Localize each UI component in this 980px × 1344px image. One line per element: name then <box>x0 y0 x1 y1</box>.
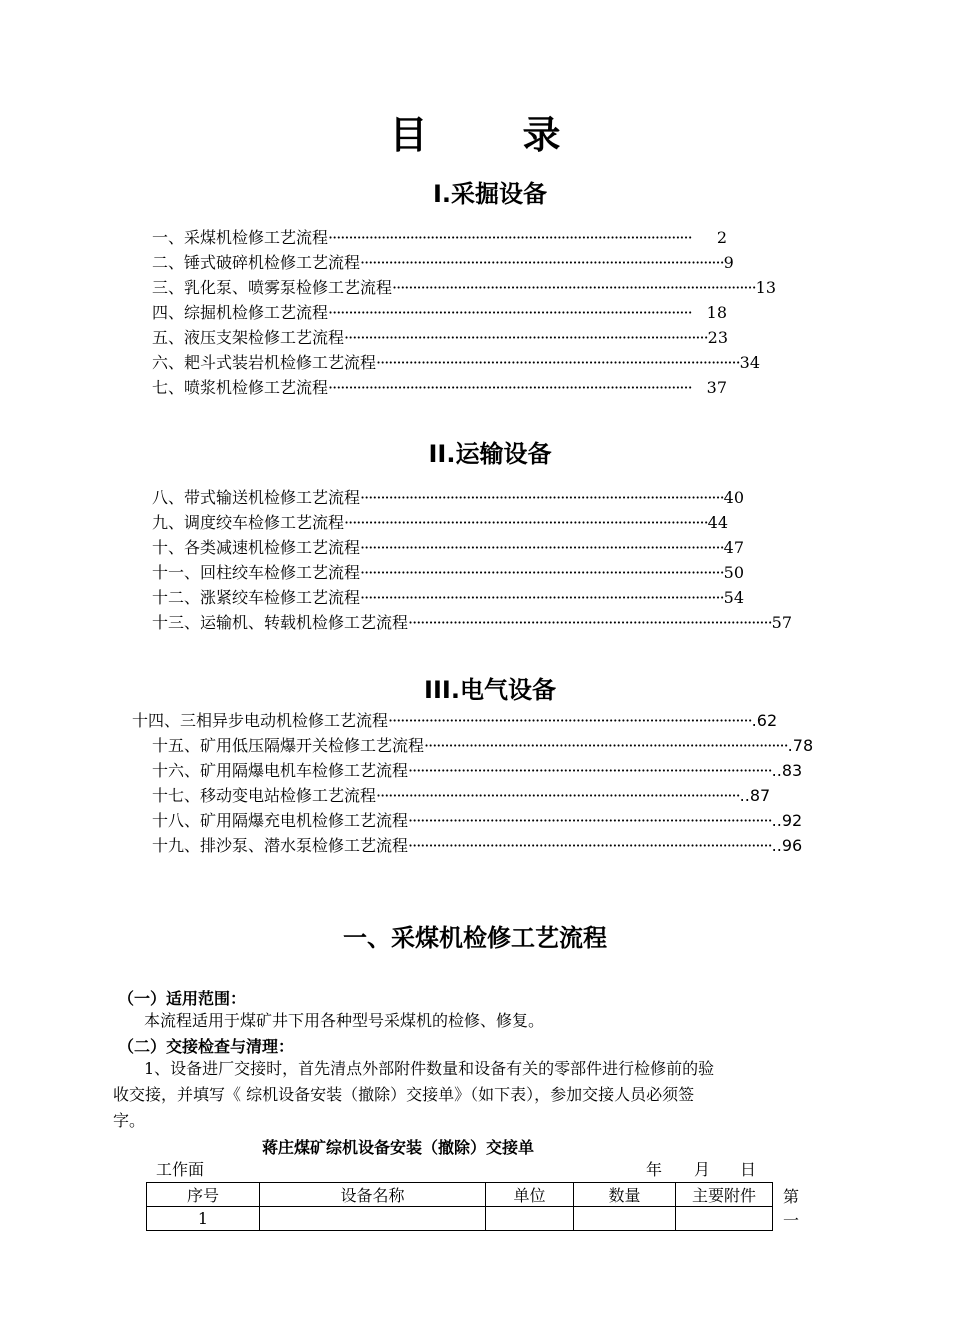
toc-entry[interactable]: 六、耙斗式装岩机检修工艺流程 ························································································· 34 <box>152 353 761 372</box>
subsection-heading-scope: （一）适用范围： <box>118 989 247 1008</box>
form-title: 蒋庄煤矿综机设备安装（撤除）交接单 <box>262 1138 535 1157</box>
table-cell[interactable] <box>486 1207 574 1231</box>
column-header: 主要附件 <box>676 1183 773 1207</box>
subsection-heading-handover: （二）交接检查与清理： <box>118 1037 295 1056</box>
toc-entry[interactable]: 九、调度绞车检修工艺流程 ························································································· 44 <box>152 513 729 532</box>
toc-entry[interactable]: 十六、矿用隔爆电机车检修工艺流程 ························································································· ..83 <box>152 761 803 780</box>
table-row <box>147 1207 773 1231</box>
toc-entry[interactable]: 十五、矿用低压隔爆开关检修工艺流程 ························································································· .78 <box>152 736 814 755</box>
date-month-label: 月 <box>694 1160 711 1179</box>
date-year-label: 年 <box>646 1160 663 1179</box>
table-cell[interactable] <box>574 1207 676 1231</box>
paragraph-scope: 本流程适用于煤矿井下用各种型号采煤机的检修、修复。 <box>144 1011 545 1030</box>
column-header: 数量 <box>574 1183 676 1207</box>
paragraph-handover-line-3: 字。 <box>113 1111 146 1130</box>
date-day-label: 日 <box>740 1160 757 1179</box>
toc-entry[interactable]: 四、综掘机检修工艺流程 ························································································· 18 <box>152 303 727 322</box>
toc-entry[interactable]: 十八、矿用隔爆充电机检修工艺流程 ························································································· ..92 <box>152 811 803 830</box>
section-heading-2: II.运输设备 <box>428 440 552 468</box>
toc-list-3 <box>132 708 814 858</box>
toc-entry[interactable]: 十四、三相异步电动机检修工艺流程 ························································································· .62 <box>132 711 778 730</box>
toc-entry[interactable]: 十二、涨紧绞车检修工艺流程 ························································································· 54 <box>152 588 745 607</box>
toc-entry[interactable]: 一、采煤机检修工艺流程 ························································································· 2 <box>152 228 727 247</box>
workface-label: 工作面 <box>156 1160 205 1179</box>
toc-title-char-2: 录 <box>522 113 561 157</box>
toc-title-char-1: 目 <box>389 113 428 157</box>
table-cell[interactable] <box>676 1207 773 1231</box>
toc-list-2 <box>152 485 793 635</box>
paragraph-handover-line-1: 1、设备进厂交接时，首先清点外部附件数量和设备有关的零部件进行检修前的验 <box>144 1059 715 1078</box>
toc-entry[interactable]: 十七、移动变电站检修工艺流程 ························································································· ..87 <box>152 786 771 805</box>
column-header: 设备名称 <box>260 1183 486 1207</box>
paragraph-handover-line-2: 收交接，并填写《 综机设备安装（撤除）交接单》（如下表），参加交接人员必须签 <box>113 1085 695 1104</box>
handover-table <box>146 1182 773 1231</box>
toc-entry[interactable]: 十一、回柱绞车检修工艺流程 ························································································· 50 <box>152 563 745 582</box>
toc-entry[interactable]: 十、各类减速机检修工艺流程 ························································································· 47 <box>152 538 745 557</box>
table-header-row <box>147 1183 773 1207</box>
toc-list-1 <box>152 225 777 400</box>
section-heading-3: III.电气设备 <box>424 676 556 704</box>
side-column-text-1: 第 <box>783 1187 800 1206</box>
toc-entry[interactable]: 十三、运输机、转载机检修工艺流程 ························································································· 57 <box>152 613 793 632</box>
toc-entry[interactable]: 八、带式输送机检修工艺流程 ························································································· 40 <box>152 488 745 507</box>
table-cell[interactable] <box>260 1207 486 1231</box>
chapter-title: 一、采煤机检修工艺流程 <box>343 924 607 952</box>
toc-entry[interactable]: 二、锤式破碎机检修工艺流程 ························································································· 9 <box>152 253 734 272</box>
side-column-text-2: 一 <box>783 1211 800 1230</box>
toc-entry[interactable]: 十九、排沙泵、潜水泵检修工艺流程 ························································································· ..96 <box>152 836 803 855</box>
toc-entry[interactable]: 七、喷浆机检修工艺流程 ························································································· 37 <box>152 378 727 397</box>
section-heading-1: I.采掘设备 <box>432 180 548 208</box>
toc-entry[interactable]: 五、液压支架检修工艺流程 ························································································· 23 <box>152 328 729 347</box>
table-cell[interactable]: 1 <box>147 1207 260 1231</box>
toc-title <box>0 104 950 159</box>
column-header: 序号 <box>147 1183 260 1207</box>
toc-entry[interactable]: 三、乳化泵、喷雾泵检修工艺流程 ························································································· 13 <box>152 278 777 297</box>
column-header: 单位 <box>486 1183 574 1207</box>
